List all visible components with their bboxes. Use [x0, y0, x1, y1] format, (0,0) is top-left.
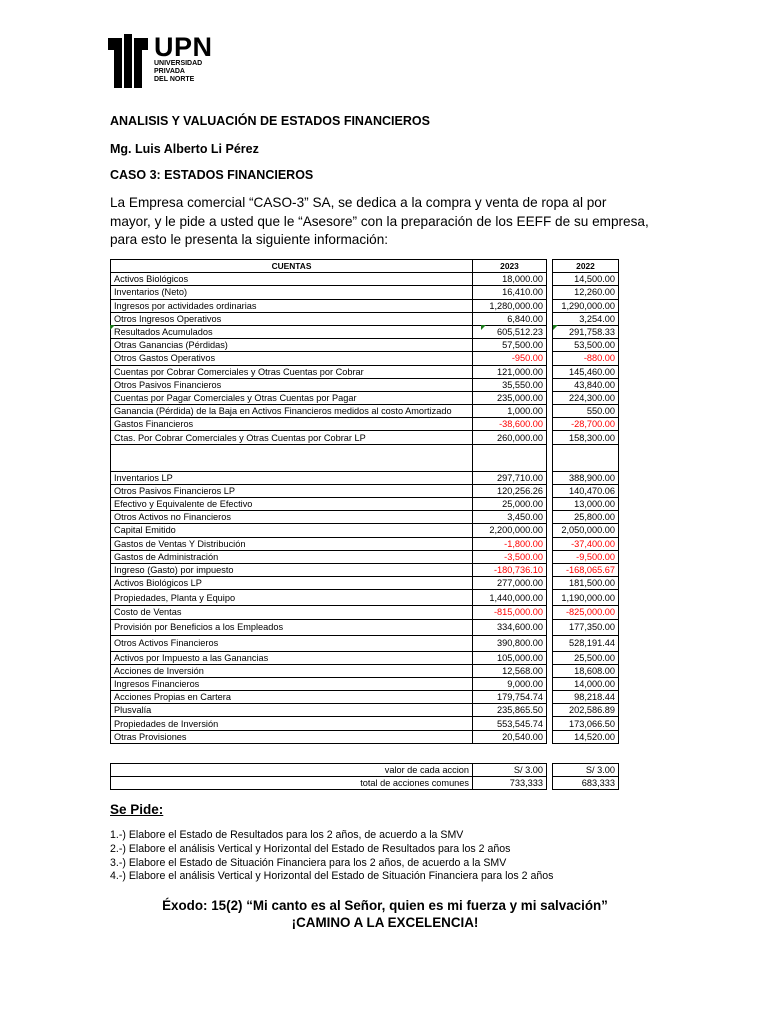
account-name: Activos Biológicos LP: [111, 577, 473, 590]
value-2023: -1,800.00: [473, 537, 547, 550]
account-name: Activos por Impuesto a las Ganancias: [111, 651, 473, 664]
value-2022: 1,190,000.00: [553, 590, 619, 606]
account-name: Gastos de Ventas Y Distribución: [111, 537, 473, 550]
account-name: Efectivo y Equivalente de Efectivo: [111, 498, 473, 511]
value-2023: -180,736.10: [473, 563, 547, 576]
value-2022: 224,300.00: [553, 391, 619, 404]
table-row: [111, 577, 619, 590]
account-name: Otros Activos Financieros: [111, 635, 473, 651]
table-row: [111, 677, 619, 690]
value-2022: 202,586.89: [553, 704, 619, 717]
value-2023: 57,500.00: [473, 339, 547, 352]
table-row: [111, 405, 619, 418]
value-2022: S/ 3.00: [553, 764, 619, 777]
account-name: Resultados Acumulados: [111, 325, 473, 338]
value-2022: -825,000.00: [553, 606, 619, 619]
value-2023: 3,450.00: [473, 511, 547, 524]
comment-marker: [553, 325, 558, 330]
account-name: Gastos Financieros: [111, 418, 473, 431]
value-2022: -28,700.00: [553, 418, 619, 431]
table-row: [111, 606, 619, 619]
account-name: Otros Activos no Financieros: [111, 511, 473, 524]
account-name: Propiedades, Planta y Equipo: [111, 590, 473, 606]
account-name: Gastos de Administración: [111, 550, 473, 563]
document-title: ANALISIS Y VALUACIÓN DE ESTADOS FINANCIEROS: [110, 114, 430, 128]
account-name: Costo de Ventas: [111, 606, 473, 619]
account-name: Ingreso (Gasto) por impuesto: [111, 563, 473, 576]
account-name: Otros Pasivos Financieros: [111, 378, 473, 391]
value-2023: -815,000.00: [473, 606, 547, 619]
table-row: [111, 471, 619, 484]
account-name: Ctas. Por Cobrar Comerciales y Otras Cuentas por Cobrar LP: [111, 431, 473, 444]
list-item: 3.-) Elabore el Estado de Situación Financiera para los 2 años, de acuerdo a la SMV: [110, 856, 507, 869]
value-2023: 120,256.26: [473, 484, 547, 497]
intro-paragraph: La Empresa comercial “CASO-3” SA, se dedica a la compra y venta de ropa al por mayor, y le pide a usted que le “Asesore” con la preparación de los EEFF de su empresa, para esto le presenta la siguiente información:: [110, 195, 649, 247]
header-cell: 2022: [553, 260, 619, 273]
value-2022: 2,050,000.00: [553, 524, 619, 537]
table-row: [111, 651, 619, 664]
account-name: Otras Provisiones: [111, 730, 473, 743]
logo-subtitle: UNIVERSIDAD PRIVADA DEL NORTE: [154, 60, 203, 84]
value-2022: 14,520.00: [553, 730, 619, 743]
table-row: [111, 524, 619, 537]
comment-marker: [481, 325, 486, 330]
value-2022: 18,608.00: [553, 664, 619, 677]
accounts-table: [110, 259, 619, 744]
table-row: [111, 484, 619, 497]
account-name: Acciones Propias en Cartera: [111, 691, 473, 704]
value-2023: 334,600.00: [473, 619, 547, 635]
table-row: [111, 378, 619, 391]
account-name: Provisión por Beneficios a los Empleados: [111, 619, 473, 635]
value-2023: 35,550.00: [473, 378, 547, 391]
account-name: Cuentas por Pagar Comerciales y Otras Cuentas por Pagar: [111, 391, 473, 404]
value-2022: 683,333: [553, 777, 619, 790]
value-2023: S/ 3.00: [473, 764, 547, 777]
value-2022: 388,900.00: [553, 471, 619, 484]
table-row: [111, 764, 619, 777]
value-2023: 260,000.00: [473, 431, 547, 444]
value-2023: 16,410.00: [473, 286, 547, 299]
quote-line-2: ¡CAMINO A LA EXCELENCIA!: [291, 915, 479, 930]
list-item: 1.-) Elabore el Estado de Resultados para los 2 años, de acuerdo a la SMV: [110, 829, 464, 841]
value-2022: 12,260.00: [553, 286, 619, 299]
value-2022: -37,400.00: [553, 537, 619, 550]
value-2023: 297,710.00: [473, 471, 547, 484]
table-row: [111, 339, 619, 352]
table-row: [111, 431, 619, 444]
upn-logo: [108, 34, 218, 90]
quote-line-1: Éxodo: 15(2) “Mi canto es al Señor, quien es mi fuerza y mi salvación”: [162, 898, 608, 913]
value-2022: 25,500.00: [553, 651, 619, 664]
task-list: [110, 829, 553, 884]
case-title: CASO 3: ESTADOS FINANCIEROS: [110, 168, 314, 182]
account-name: Inventarios LP: [111, 471, 473, 484]
value-2023: 18,000.00: [473, 273, 547, 286]
value-2022: -880.00: [553, 352, 619, 365]
table-row: [111, 590, 619, 606]
value-2023: 733,333: [473, 777, 547, 790]
value-2023: 25,000.00: [473, 498, 547, 511]
account-name: Otras Ganancias (Pérdidas): [111, 339, 473, 352]
table-row: [111, 717, 619, 730]
table-row: [111, 635, 619, 651]
upn-emblem-icon: [108, 34, 152, 88]
empty-cell: [473, 444, 547, 471]
value-2023: 553,545.74: [473, 717, 547, 730]
table-row: [111, 777, 619, 790]
table-row: [111, 286, 619, 299]
table-row: [111, 352, 619, 365]
share-label: valor de cada accion: [111, 764, 473, 777]
table-row: [111, 498, 619, 511]
value-2022: 145,460.00: [553, 365, 619, 378]
value-2023: 121,000.00: [473, 365, 547, 378]
header-cell: 2023: [473, 260, 547, 273]
table-row: [111, 312, 619, 325]
value-2023: -38,600.00: [473, 418, 547, 431]
value-2022: 14,500.00: [553, 273, 619, 286]
table-row: [111, 418, 619, 431]
table-row: [111, 537, 619, 550]
table-row: [111, 325, 619, 338]
value-2023: 20,540.00: [473, 730, 547, 743]
value-2022: 181,500.00: [553, 577, 619, 590]
table-row: [111, 664, 619, 677]
share-label: total de acciones comunes: [111, 777, 473, 790]
account-name: Otros Gastos Operativos: [111, 352, 473, 365]
account-name: Inventarios (Neto): [111, 286, 473, 299]
value-2023: 235,865.50: [473, 704, 547, 717]
table-row: [111, 691, 619, 704]
account-name: Ingresos Financieros: [111, 677, 473, 690]
value-2022: 550.00: [553, 405, 619, 418]
value-2022: 1,290,000.00: [553, 299, 619, 312]
table-row: [111, 704, 619, 717]
empty-cell: [111, 444, 473, 471]
table-row: [111, 273, 619, 286]
value-2023: 277,000.00: [473, 577, 547, 590]
account-name: Otros Ingresos Operativos: [111, 312, 473, 325]
value-2022: 13,000.00: [553, 498, 619, 511]
value-2022: 291,758.33: [553, 325, 619, 338]
value-2023: 1,000.00: [473, 405, 547, 418]
account-name: Acciones de Inversión: [111, 664, 473, 677]
table-row: [111, 619, 619, 635]
account-name: Activos Biológicos: [111, 273, 473, 286]
value-2022: 177,350.00: [553, 619, 619, 635]
value-2023: 6,840.00: [473, 312, 547, 325]
account-name: Cuentas por Cobrar Comerciales y Otras Cuentas por Cobrar: [111, 365, 473, 378]
header-cell: CUENTAS: [111, 260, 473, 273]
value-2023: 235,000.00: [473, 391, 547, 404]
comment-marker: [110, 325, 115, 330]
list-item: 2.-) Elabore el análisis Vertical y Horizontal del Estado de Resultados para los 2 años: [110, 842, 511, 855]
table-row: [111, 365, 619, 378]
value-2023: 9,000.00: [473, 677, 547, 690]
logo-text: UPN: [154, 32, 213, 62]
table-row: [111, 391, 619, 404]
account-name: Ingresos por actividades ordinarias: [111, 299, 473, 312]
table-row: [111, 730, 619, 743]
value-2023: 390,800.00: [473, 635, 547, 651]
value-2022: 140,470.06: [553, 484, 619, 497]
value-2022: 528,191.44: [553, 635, 619, 651]
value-2022: 53,500.00: [553, 339, 619, 352]
author-name: Mg. Luis Alberto Li Pérez: [110, 142, 259, 156]
table-row: [111, 550, 619, 563]
spacer-row: [111, 444, 619, 471]
table-row: [111, 299, 619, 312]
table-row: [111, 563, 619, 576]
shares-table: [110, 763, 619, 790]
value-2023: -3,500.00: [473, 550, 547, 563]
se-pide-title: Se Pide:: [110, 802, 164, 817]
value-2023: 12,568.00: [473, 664, 547, 677]
value-2023: 105,000.00: [473, 651, 547, 664]
account-name: Ganancia (Pérdida) de la Baja en Activos Financieros medidos al costo Amortizado: [111, 405, 473, 418]
value-2022: 43,840.00: [553, 378, 619, 391]
value-2022: 25,800.00: [553, 511, 619, 524]
value-2023: 1,440,000.00: [473, 590, 547, 606]
value-2022: -9,500.00: [553, 550, 619, 563]
account-name: Propiedades de Inversión: [111, 717, 473, 730]
value-2022: 98,218.44: [553, 691, 619, 704]
account-name: Otros Pasivos Financieros LP: [111, 484, 473, 497]
account-name: Capital Emitido: [111, 524, 473, 537]
value-2022: 158,300.00: [553, 431, 619, 444]
empty-cell: [553, 444, 619, 471]
value-2022: 14,000.00: [553, 677, 619, 690]
account-name: Plusvalía: [111, 704, 473, 717]
table-header-row: [111, 260, 619, 273]
value-2022: 173,066.50: [553, 717, 619, 730]
value-2022: 3,254.00: [553, 312, 619, 325]
value-2022: -168,065.67: [553, 563, 619, 576]
value-2023: 2,200,000.00: [473, 524, 547, 537]
list-item: 4.-) Elabore el análisis Vertical y Horizontal del Estado de Situación Financiera para los 2 años: [110, 870, 554, 883]
value-2023: 179,754.74: [473, 691, 547, 704]
table-row: [111, 511, 619, 524]
value-2023: 1,280,000.00: [473, 299, 547, 312]
value-2023: -950.00: [473, 352, 547, 365]
value-2023: 605,512.23: [473, 325, 547, 338]
